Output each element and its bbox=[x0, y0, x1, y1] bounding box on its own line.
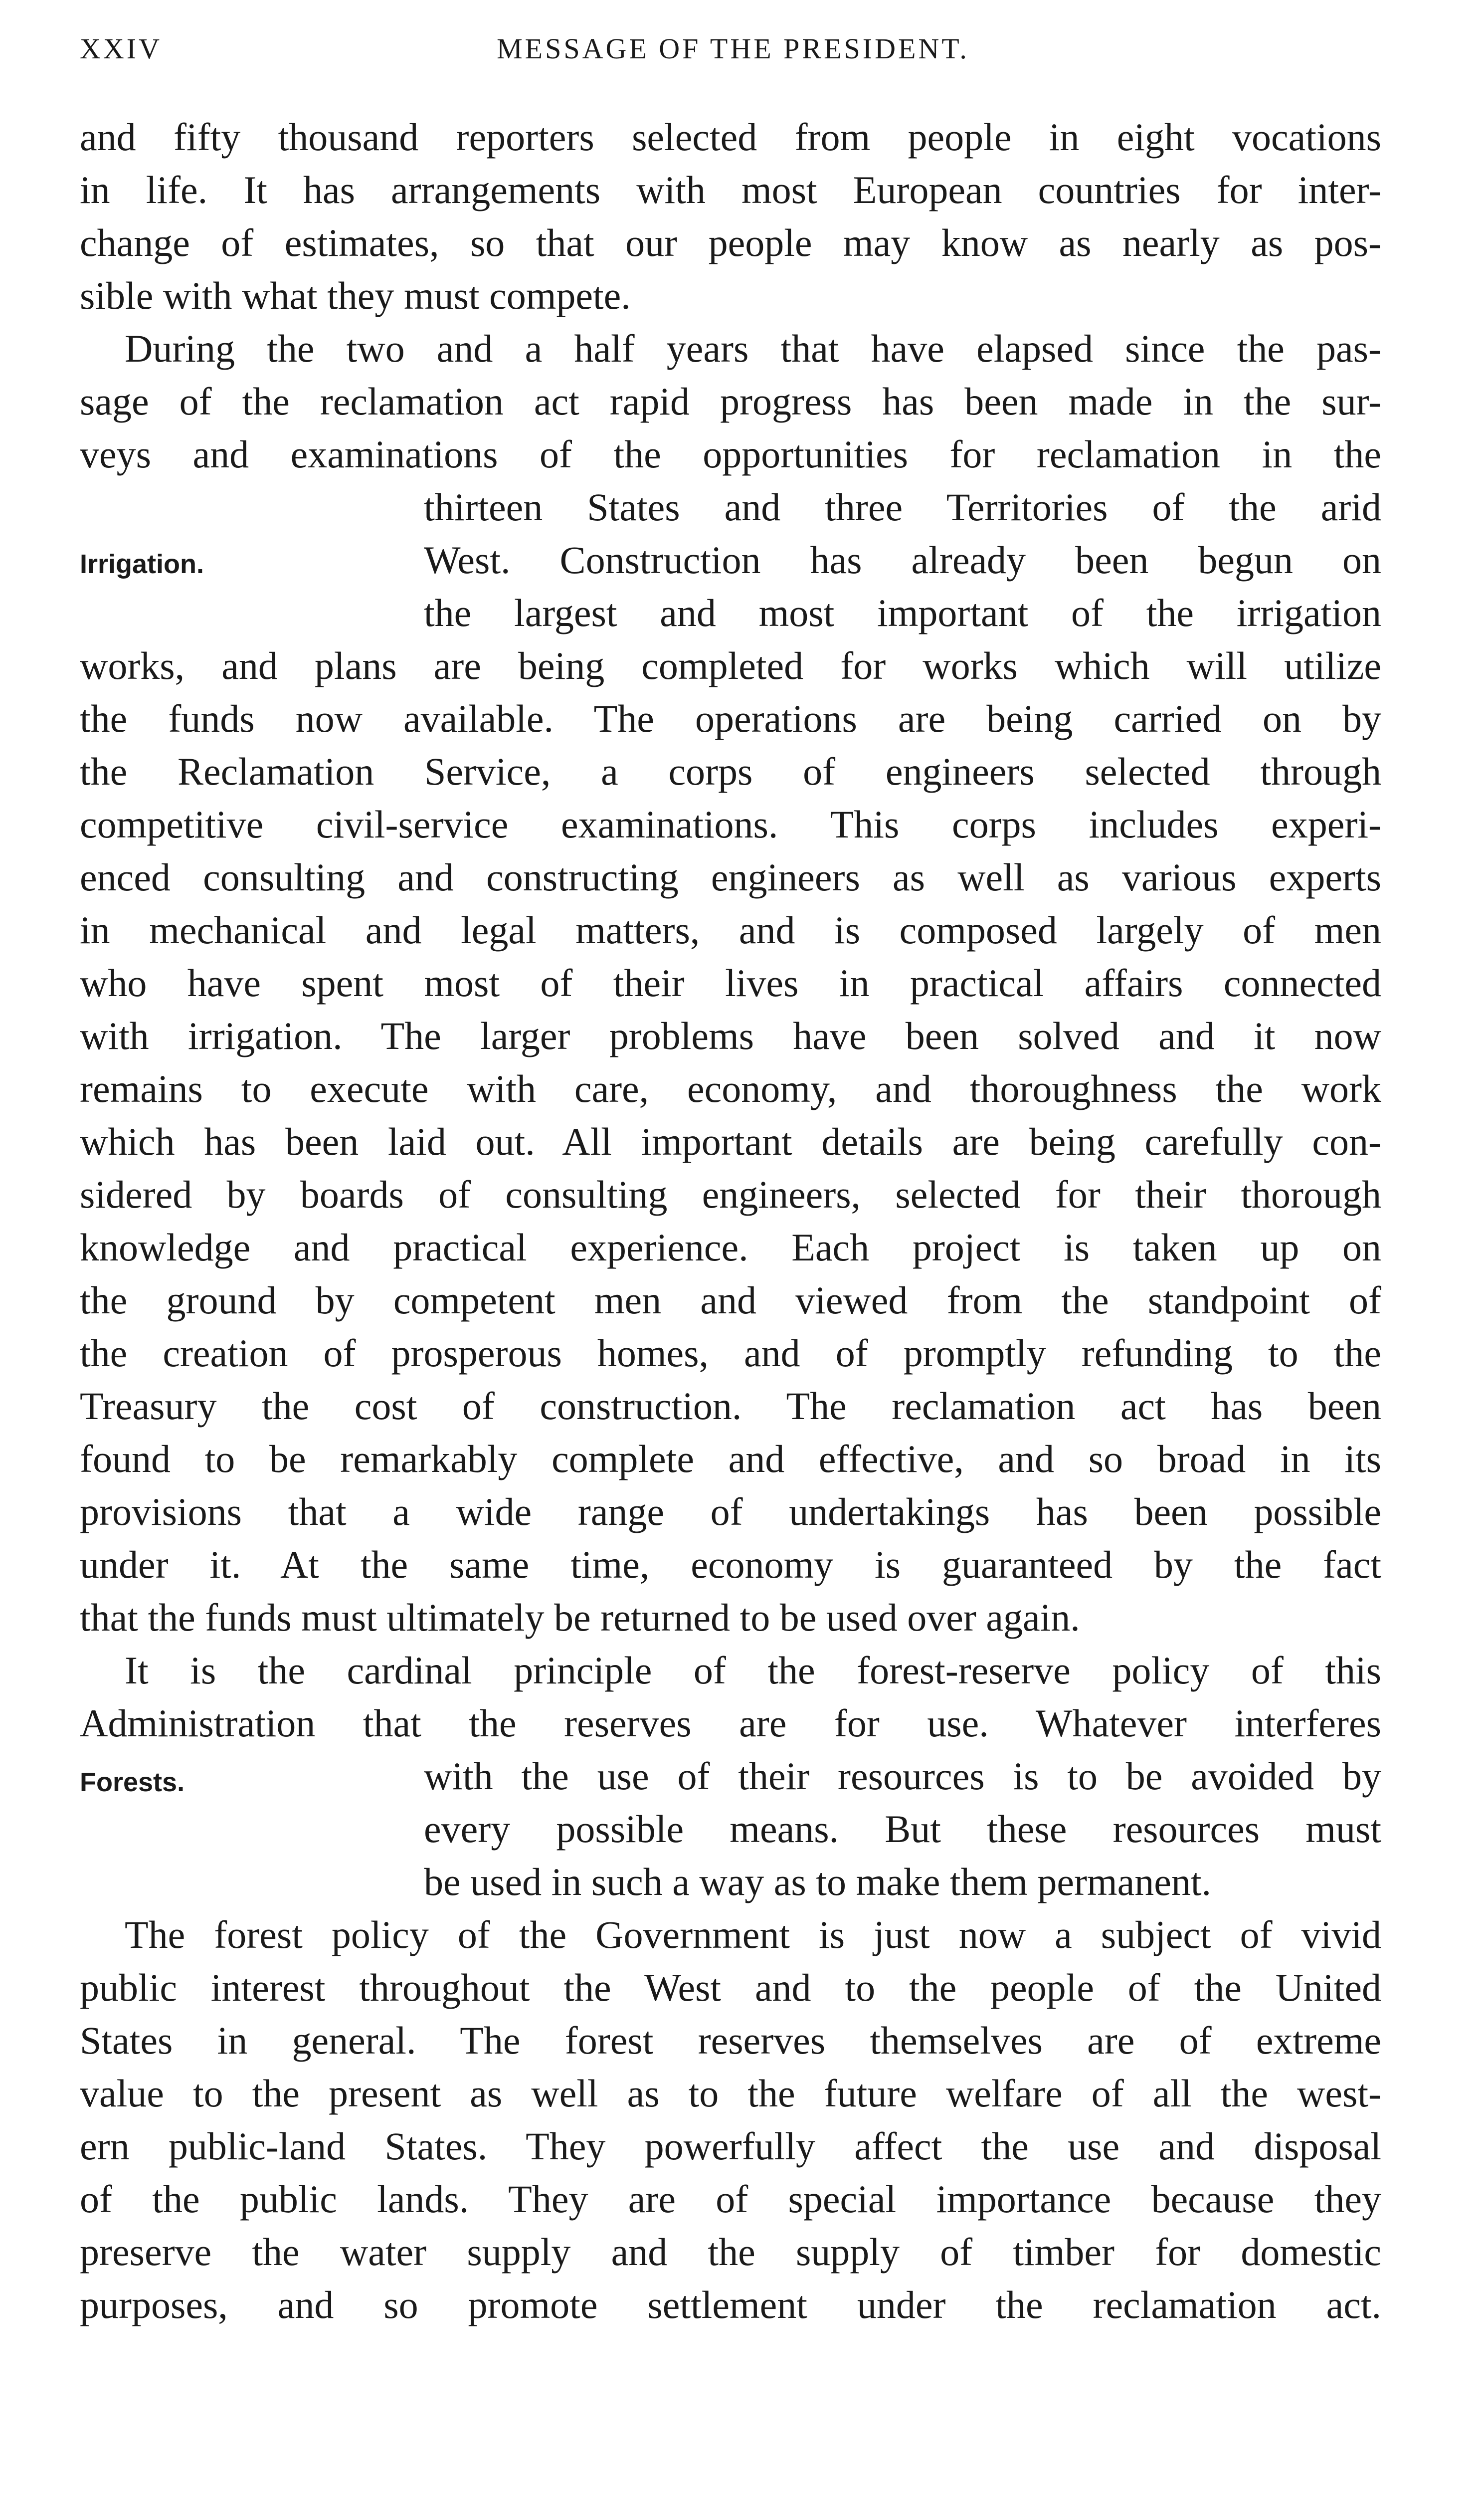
text-line: Treasury the cost of construction. The reclamation act has been bbox=[80, 1384, 1381, 1428]
irrigation-indented-block bbox=[424, 481, 1381, 639]
text-line: and fifty thousand reporters selected from people in eight vocations bbox=[80, 115, 1381, 159]
text-line: Administration that the reserves are for use. Whatever interferes bbox=[80, 1701, 1381, 1745]
text-line: West. Construction has already been begun on bbox=[424, 538, 1381, 582]
text-line: ern public-land States. They powerfully affect the use and disposal bbox=[80, 2124, 1381, 2168]
text-line: works, and plans are being completed for works which will utilize bbox=[80, 644, 1381, 687]
text-line: During the two and a half years that have elapsed since the pas- bbox=[125, 327, 1381, 370]
text-line: thirteen States and three Territories of the arid bbox=[424, 485, 1381, 529]
text-line: the Reclamation Service, a corps of engineers selected through bbox=[80, 750, 1381, 793]
text-line: sible with what they must compete. bbox=[80, 274, 631, 317]
sidenote-irrigation: Irrigation. bbox=[80, 549, 204, 579]
text-line: knowledge and practical experience. Each project is taken up on bbox=[80, 1226, 1381, 1269]
text-line: The forest policy of the Government is just now a subject of vivid bbox=[125, 1913, 1381, 1956]
forests-indented-block bbox=[424, 1750, 1381, 1908]
text-line: veys and examinations of the opportunities for reclamation in the bbox=[80, 432, 1381, 476]
text-line: It is the cardinal principle of the forest-reserve policy of this bbox=[125, 1649, 1381, 1692]
text-line: of the public lands. They are of special importance because they bbox=[80, 2177, 1381, 2221]
text-line: enced consulting and constructing engineers as well as various experts bbox=[80, 855, 1381, 899]
text-line: every possible means. But these resources must bbox=[424, 1807, 1381, 1851]
body-text-block-2 bbox=[80, 639, 1381, 1750]
text-line: with the use of their resources is to be avoided by bbox=[424, 1754, 1381, 1798]
text-line: competitive civil-service examinations. This corps includes experi- bbox=[80, 803, 1381, 846]
text-line: the largest and most important of the irrigation bbox=[424, 591, 1381, 634]
text-line: remains to execute with care, economy, and thoroughness the work bbox=[80, 1067, 1381, 1110]
text-line: value to the present as well as to the future welfare of all the west- bbox=[80, 2072, 1381, 2115]
text-line: preserve the water supply and the supply of timber for domestic bbox=[80, 2230, 1381, 2274]
text-line: sidered by boards of consulting engineers, selected for their thorough bbox=[80, 1173, 1381, 1216]
text-line: States in general. The forest reserves themselves are of extreme bbox=[80, 2019, 1381, 2062]
text-line: purposes, and so promote settlement under the reclamation act. bbox=[80, 2283, 1381, 2326]
running-title: MESSAGE OF THE PRESIDENT. bbox=[497, 32, 969, 65]
text-line: which has been laid out. All important details are being carefully con- bbox=[80, 1120, 1381, 1163]
body-text-block-3 bbox=[80, 1908, 1381, 2331]
body-text-block-1 bbox=[80, 111, 1381, 481]
text-line: in life. It has arrangements with most European countries for inter- bbox=[80, 168, 1381, 211]
text-line: that the funds must ultimately be returned to be used over again. bbox=[80, 1596, 1080, 1639]
text-line: with irrigation. The larger problems have been solved and it now bbox=[80, 1014, 1381, 1057]
text-line: the ground by competent men and viewed from the standpoint of bbox=[80, 1278, 1381, 1322]
text-line: change of estimates, so that our people may know as nearly as pos- bbox=[80, 221, 1381, 264]
text-line: be used in such a way as to make them permanent. bbox=[424, 1860, 1212, 1903]
sidenote-forests: Forests. bbox=[80, 1767, 185, 1797]
text-line: the funds now available. The operations are being carried on by bbox=[80, 697, 1381, 740]
text-line: sage of the reclamation act rapid progress has been made in the sur- bbox=[80, 380, 1381, 423]
text-line: the creation of prosperous homes, and of promptly refunding to the bbox=[80, 1331, 1381, 1375]
text-line: public interest throughout the West and to the people of the United bbox=[80, 1966, 1381, 2009]
text-line: provisions that a wide range of undertakings has been possible bbox=[80, 1490, 1381, 1533]
page-number: XXIV bbox=[80, 32, 162, 65]
text-line: in mechanical and legal matters, and is composed largely of men bbox=[80, 908, 1381, 952]
text-line: found to be remarkably complete and effective, and so broad in its bbox=[80, 1437, 1381, 1480]
running-head bbox=[80, 32, 1386, 72]
text-line: under it. At the same time, economy is guaranteed by the fact bbox=[80, 1543, 1381, 1586]
text-line: who have spent most of their lives in practical affairs connected bbox=[80, 961, 1381, 1005]
